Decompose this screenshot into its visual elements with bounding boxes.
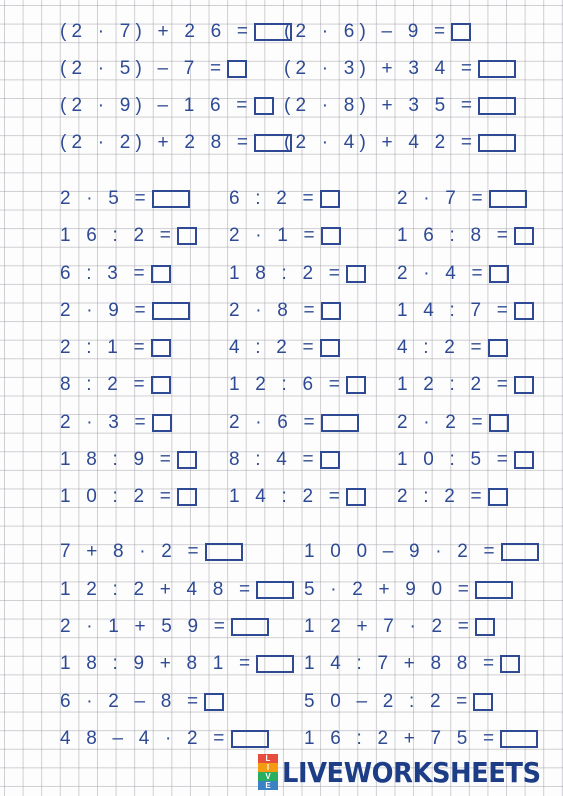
exercise bbox=[60, 132, 292, 154]
exercise-expression: 1 6 : 8 = bbox=[397, 225, 513, 246]
exercise-expression: 2 · 7 = bbox=[397, 188, 488, 209]
exercise-expression: 4 : 2 = bbox=[229, 337, 319, 358]
exercise bbox=[397, 337, 508, 359]
exercise bbox=[60, 449, 197, 471]
exercise bbox=[60, 225, 197, 247]
exercise-expression: 1 8 : 9 = bbox=[60, 449, 176, 470]
exercise-expression: 8 : 4 = bbox=[229, 449, 319, 470]
answer-box[interactable] bbox=[151, 265, 171, 283]
answer-box[interactable] bbox=[514, 451, 534, 469]
answer-box[interactable] bbox=[152, 190, 190, 208]
answer-box[interactable] bbox=[320, 190, 340, 208]
exercise-expression: 2 · 2 = bbox=[397, 412, 488, 433]
answer-box[interactable] bbox=[514, 376, 534, 394]
exercise-expression: 2 · 3 = bbox=[60, 412, 151, 433]
answer-box[interactable] bbox=[321, 227, 341, 245]
exercise-expression: 2 · 1 + 5 9 = bbox=[60, 616, 231, 637]
answer-box[interactable] bbox=[346, 376, 366, 394]
logo-mark-letter: I bbox=[258, 763, 278, 772]
answer-box[interactable] bbox=[489, 265, 509, 283]
exercise bbox=[60, 728, 269, 750]
answer-box[interactable] bbox=[204, 693, 224, 711]
exercise bbox=[397, 225, 534, 247]
exercise bbox=[304, 653, 520, 675]
exercise-expression: 8 : 2 = bbox=[60, 374, 150, 395]
exercise-expression: (2 · 4) + 4 2 = bbox=[284, 132, 478, 153]
answer-box[interactable] bbox=[152, 414, 172, 432]
exercise-expression: 1 2 : 2 + 4 8 = bbox=[60, 579, 256, 600]
exercise bbox=[397, 263, 509, 285]
answer-box[interactable] bbox=[500, 730, 538, 748]
answer-box[interactable] bbox=[488, 488, 508, 506]
answer-box[interactable] bbox=[177, 227, 197, 245]
exercise bbox=[284, 95, 516, 117]
exercise bbox=[397, 188, 527, 210]
logo-mark-letter: E bbox=[258, 781, 278, 790]
exercise bbox=[229, 337, 340, 359]
answer-box[interactable] bbox=[488, 339, 508, 357]
exercise bbox=[229, 449, 340, 471]
answer-box[interactable] bbox=[478, 97, 516, 115]
exercise-expression: 4 : 2 = bbox=[397, 337, 487, 358]
answer-box[interactable] bbox=[227, 60, 247, 78]
exercise bbox=[229, 374, 366, 396]
answer-box[interactable] bbox=[321, 414, 359, 432]
exercise bbox=[60, 95, 274, 117]
answer-box[interactable] bbox=[152, 302, 190, 320]
logo-mark-letter: V bbox=[258, 772, 278, 781]
exercise-expression: 2 · 1 = bbox=[229, 225, 320, 246]
exercise-expression: 1 0 0 – 9 · 2 = bbox=[304, 541, 500, 562]
exercise-expression: 2 · 8 = bbox=[229, 300, 320, 321]
answer-box[interactable] bbox=[231, 618, 269, 636]
answer-box[interactable] bbox=[489, 190, 527, 208]
exercise-expression: 1 8 : 2 = bbox=[229, 263, 345, 284]
exercise-expression: (2 · 6) – 9 = bbox=[284, 21, 451, 42]
answer-box[interactable] bbox=[473, 693, 493, 711]
exercise bbox=[60, 374, 171, 396]
exercise-expression: 1 4 : 7 + 8 8 = bbox=[304, 653, 500, 674]
exercise bbox=[229, 225, 341, 247]
exercise-expression: 1 4 : 7 = bbox=[397, 300, 513, 321]
answer-box[interactable] bbox=[231, 730, 269, 748]
answer-box[interactable] bbox=[151, 339, 171, 357]
exercise-expression: 1 0 : 2 = bbox=[60, 486, 176, 507]
exercise-expression: 1 4 : 2 = bbox=[229, 486, 345, 507]
answer-box[interactable] bbox=[320, 339, 340, 357]
exercise bbox=[304, 728, 538, 750]
exercise bbox=[229, 300, 341, 322]
exercise-expression: 1 8 : 9 + 8 1 = bbox=[60, 653, 256, 674]
exercise-expression: 1 0 : 5 = bbox=[397, 449, 513, 470]
exercise bbox=[229, 263, 366, 285]
answer-box[interactable] bbox=[478, 134, 516, 152]
exercise bbox=[60, 263, 171, 285]
answer-box[interactable] bbox=[478, 60, 516, 78]
liveworksheets-logo bbox=[258, 752, 563, 792]
exercise-expression: 4 8 – 4 · 2 = bbox=[60, 728, 230, 749]
exercise-expression: 2 : 1 = bbox=[60, 337, 150, 358]
answer-box[interactable] bbox=[177, 488, 197, 506]
exercise bbox=[397, 449, 534, 471]
exercise bbox=[60, 653, 294, 675]
exercise-expression: 2 · 6 = bbox=[229, 412, 320, 433]
exercise bbox=[284, 132, 516, 154]
exercise-expression: 7 + 8 · 2 = bbox=[60, 541, 204, 562]
answer-box[interactable] bbox=[514, 302, 534, 320]
exercise-expression: 6 : 2 = bbox=[229, 188, 319, 209]
exercise-expression: 6 : 3 = bbox=[60, 263, 150, 284]
exercise-expression: 1 6 : 2 = bbox=[60, 225, 176, 246]
exercise-expression: 2 · 5 = bbox=[60, 188, 151, 209]
answer-box[interactable] bbox=[514, 227, 534, 245]
exercise bbox=[229, 486, 366, 508]
answer-box[interactable] bbox=[256, 655, 294, 673]
logo-mark-letter: L bbox=[258, 754, 278, 763]
exercise-expression: 5 0 – 2 : 2 = bbox=[304, 691, 473, 712]
exercise bbox=[397, 486, 508, 508]
exercise bbox=[397, 300, 534, 322]
exercise bbox=[60, 691, 224, 713]
exercise bbox=[60, 412, 172, 434]
exercise bbox=[60, 616, 269, 638]
exercise bbox=[304, 541, 539, 563]
exercise bbox=[60, 579, 294, 601]
exercise bbox=[397, 374, 534, 396]
exercise bbox=[60, 300, 190, 322]
answer-box[interactable] bbox=[151, 376, 171, 394]
exercise-expression: (2 · 2) + 2 8 = bbox=[60, 132, 254, 153]
exercise bbox=[397, 412, 509, 434]
logo-mark-icon bbox=[258, 754, 278, 790]
exercise-expression: (2 · 5) – 7 = bbox=[60, 58, 227, 79]
exercise-expression: 6 · 2 – 8 = bbox=[60, 691, 204, 712]
exercise bbox=[229, 188, 340, 210]
answer-box[interactable] bbox=[346, 488, 366, 506]
exercise bbox=[284, 21, 471, 43]
answer-box[interactable] bbox=[321, 302, 341, 320]
answer-box[interactable] bbox=[451, 23, 471, 41]
answer-box[interactable] bbox=[256, 581, 294, 599]
exercise-expression: 1 6 : 2 + 7 5 = bbox=[304, 728, 500, 749]
exercise-expression: (2 · 3) + 3 4 = bbox=[284, 58, 478, 79]
answer-box[interactable] bbox=[501, 543, 539, 561]
answer-box[interactable] bbox=[475, 581, 513, 599]
answer-box[interactable] bbox=[475, 618, 495, 636]
exercise-expression: (2 · 8) + 3 5 = bbox=[284, 95, 478, 116]
answer-box[interactable] bbox=[346, 265, 366, 283]
exercise-expression: 2 · 4 = bbox=[397, 263, 488, 284]
exercise-expression: 1 2 + 7 · 2 = bbox=[304, 616, 475, 637]
answer-box[interactable] bbox=[177, 451, 197, 469]
answer-box[interactable] bbox=[320, 451, 340, 469]
exercise-expression: 5 · 2 + 9 0 = bbox=[304, 579, 475, 600]
exercise-expression: 2 · 9 = bbox=[60, 300, 151, 321]
answer-box[interactable] bbox=[500, 655, 520, 673]
exercise bbox=[60, 21, 292, 43]
exercise-expression: (2 · 7) + 2 6 = bbox=[60, 21, 254, 42]
exercise bbox=[60, 541, 243, 563]
exercise bbox=[229, 412, 359, 434]
exercise bbox=[304, 579, 513, 601]
answer-box[interactable] bbox=[205, 543, 243, 561]
exercise bbox=[60, 188, 190, 210]
exercise-expression: 2 : 2 = bbox=[397, 486, 487, 507]
exercise-expression: 1 2 : 2 = bbox=[397, 374, 513, 395]
exercise bbox=[60, 58, 247, 80]
exercise bbox=[304, 616, 495, 638]
answer-box[interactable] bbox=[254, 97, 274, 115]
exercise-expression: (2 · 9) – 1 6 = bbox=[60, 95, 253, 116]
logo-text: LIVEWORKSHEETS bbox=[282, 755, 541, 789]
exercise bbox=[60, 337, 171, 359]
exercise bbox=[60, 486, 197, 508]
exercise bbox=[304, 691, 493, 713]
exercise bbox=[284, 58, 516, 80]
answer-box[interactable] bbox=[489, 414, 509, 432]
exercise-expression: 1 2 : 6 = bbox=[229, 374, 345, 395]
